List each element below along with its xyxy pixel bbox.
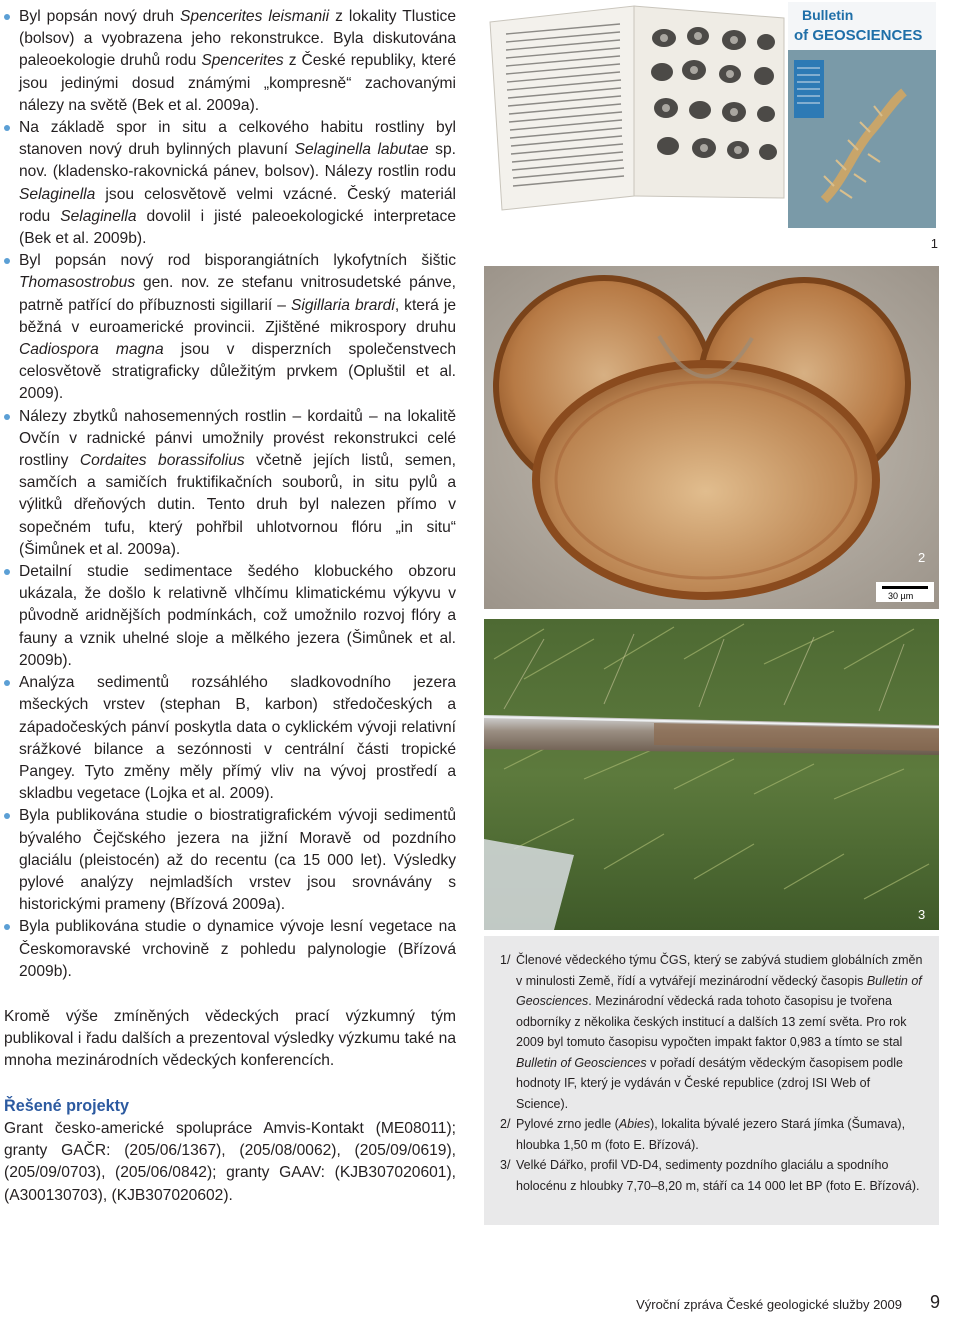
text-run: dovolil i jisté paleoekologické interpretace (Bek et al. 2009b). — [19, 207, 457, 248]
projects-paragraph: Grant česko-americké spolupráce Amvis-Kontakt (ME08011); granty GAČR: (205/06/1367), (205/08/0062), (205/09/0619), (205/09/0703), (205/06/0842); granty GAAV: (KJB307020601), (A300130703), (KJB307020602). — [4, 1120, 456, 1204]
page-number: 9 — [929, 1292, 940, 1312]
caption-text — [516, 1158, 919, 1193]
text-run: Velké Dářko, profil VD-D4, sedimenty pozdního glaciálu a spodního holocénu z hloubky 7,70–8,20 m, stáří ca 14 000 let BP (foto E. Břízová). — [516, 1158, 920, 1193]
bullet-text — [19, 250, 456, 405]
text-run: Byla publikována studie o biostratigrafickém vývoji sedimentů bývalého Čejčského jezera na jižní Moravě od pozdního glaciálu (pleistocén) až do recentu (ca 15 000 let). Výsledky pylové analýzy nejmladších vrstev jsou srovnávány s historickými prameny (Břízová 2009a). — [19, 807, 456, 914]
bullet-item-5 — [4, 561, 456, 672]
bullet-dot — [4, 569, 10, 575]
figure-captions-box — [484, 936, 939, 1225]
text-run: jsou v disperzních společenstvech celosvětově stratigraficky důležitým prvkem (Opluštil et al. 2009). — [19, 341, 457, 403]
italic-term: Spencerites leismanii — [180, 8, 330, 25]
text-run: v pořadí desátým vědeckým časopisem podle hodnoty IF, který je vydáván v České republice (zdroj ISI Web of Science). — [516, 1055, 904, 1111]
text-run: gen. nov. ze stefanu vnitrosudetské pánve, patrně patřící do příbuznosti sigillarií – — [19, 274, 456, 314]
italic-term: Sigillaria brardi — [290, 296, 395, 314]
bullet-text — [19, 672, 456, 805]
text-run: včetně jejích listů, semen, samčích a samičích fruktifikačních souborů, in situ pylů a výlitků dřeňových dutin. Tento druh byl nalezen přímo v sopečném tufu, který pohřbil uhlotvornou flóru „in situ“ (Šimůnek et al. 2009a). — [19, 452, 456, 558]
caption-number: 1/ — [500, 953, 511, 967]
italic-term: Selaginella — [19, 185, 96, 203]
captions-list — [484, 936, 939, 1196]
bullet-text — [19, 561, 456, 672]
text-run: , která je běžná v euroamerické provincii. Zjištěné mikrospory druhu — [19, 296, 456, 336]
italic-term: Cordaites borassifolius — [79, 452, 245, 470]
text-run: Analýza sedimentů rozsáhlého sladkovodního jezera mšeckých vrstev (stephan B, karbon) středočeských a západočeských pánví poskytla data o cyklickém vývoji relativní srážkové bilance a sezónnosti v centrální části tropické Pangey. Tyto změny měly přímý vliv na vývoj prostředí a skladbu vegetace (Lojka et al. 2009). — [19, 674, 456, 803]
caption-number: 3/ — [500, 1158, 511, 1172]
caption-1 — [500, 950, 925, 1114]
text-run: Byla publikována studie o dynamice vývoje lesní vegetace na Českomoravské vrchovině z pohledu palynologie (Břízová 2009b). — [19, 918, 456, 980]
italic-term: Bulletin of Geosciences — [516, 1055, 647, 1070]
figure-1-journal-photo — [484, 0, 939, 230]
text-run: Členové vědeckého týmu ČGS, který se zabývá studiem globálních změn v minulosti Země, řídí a vytvářejí mezinárodní vědecký časopis — [516, 953, 923, 988]
bullet-item-6 — [4, 672, 456, 805]
figure-2-pollen-photo — [484, 266, 939, 609]
text-run: Nálezy zbytků nahosemenných rostlin – kordaitů – na lokalitě Ovčín v radnické pánvi umožnily provést rekonstrukci celé rostliny — [19, 407, 456, 470]
italic-term: Abies — [618, 1117, 651, 1131]
bullet-dot — [4, 258, 10, 264]
caption-text — [516, 1117, 905, 1152]
bullet-item-7 — [4, 805, 456, 916]
main-text-column — [4, 6, 456, 983]
bullet-text — [19, 406, 456, 561]
italic-term: Bulletin of Geosciences — [516, 973, 922, 1008]
italic-term: Selaginella — [60, 207, 137, 225]
bullet-item-2 — [4, 117, 456, 250]
core-illustration — [484, 619, 939, 930]
text-run: Byl popsán nový druh — [19, 8, 181, 25]
text-run: . Mezinárodní vědecká rada tohoto časopisu je tvořena odborníky z několika českých institucí a dalších 13 zemí světa. Pro rok 2009 byl tomuto časopisu vypočten impakt faktor 0,983 a tímto se stal — [516, 994, 907, 1049]
bullet-text — [19, 117, 456, 250]
figure-3-number: 3 — [918, 907, 926, 922]
bullet-text — [19, 805, 456, 916]
text-run: ), lokalita bývalé jezero Stará jímka (Šumava), hloubka 1,50 m (foto E. Břízová). — [516, 1117, 906, 1152]
text-run: Byl popsán nový rod bisporangiátních lykofytních šištic — [19, 252, 456, 270]
bullet-dot — [4, 924, 10, 930]
italic-term: Cadiospora magna — [19, 341, 164, 359]
text-run: Pylové zrno jedle ( — [516, 1117, 619, 1131]
text-run: Na základě spor in situ a celkového habitu rostliny byl stanoven nový druh bylinných plavuní — [19, 119, 456, 159]
caption-text — [516, 953, 922, 1111]
findings-list — [4, 6, 456, 983]
text-run: z lokality Tlustice (bolsov) a vyobrazena jeho rekonstrukce. Byla diskutována paleoekologie druhů rodu — [19, 8, 457, 70]
text-run: z České republiky, které jsou jedinými dosud známými „kompresně“ zachovanými nálezy na světě (Bek et al. 2009a). — [19, 52, 456, 114]
figure-2-number: 2 — [918, 550, 926, 565]
journal-illustration — [484, 0, 939, 230]
italic-term: Thomasostrobus — [19, 274, 136, 292]
pollen-illustration — [484, 266, 939, 609]
footer-publication: Výroční zpráva České geologické služby 2009 — [636, 1297, 902, 1312]
bullet-text — [19, 916, 456, 983]
figure-1-number: 1 — [930, 236, 938, 251]
projects-heading: Řešené projekty — [4, 1097, 130, 1115]
caption-3 — [500, 1155, 925, 1196]
journal-title-line1: Bulletin — [802, 7, 854, 23]
text-run: jsou celosvětově velmi vzácné. Český materiál rodu — [19, 185, 456, 225]
bullet-dot — [4, 125, 10, 131]
bullet-item-4 — [4, 406, 456, 561]
italic-term: Selaginella labutae — [294, 141, 429, 159]
bullet-dot — [4, 14, 10, 20]
journal-title-line2: of GEOSCIENCES — [794, 27, 923, 44]
conferences-paragraph: Kromě výše zmíněných vědeckých prací výzkumný tým publikoval i řadu dalších a prezentoval výsledky výzkumu také na mnoha mezinárodních vědeckých konferencích. — [4, 1008, 456, 1070]
caption-number: 2/ — [500, 1117, 511, 1131]
bullet-dot — [4, 680, 10, 686]
italic-term: Spencerites — [201, 52, 284, 70]
figure-3-core-photo — [484, 619, 939, 930]
bullet-dot — [4, 414, 10, 420]
bullet-item-1 — [4, 6, 456, 117]
caption-2 — [500, 1114, 925, 1155]
bullet-text — [19, 6, 456, 117]
bullet-item-3 — [4, 250, 456, 405]
bullet-item-8 — [4, 916, 456, 983]
scale-bar-label: 30 µm — [888, 591, 914, 601]
bullet-dot — [4, 813, 10, 819]
text-run: sp. nov. (kladensko-rakovnická pánev, bolsov). Nálezy rostlin rodu — [19, 141, 456, 181]
text-run: Detailní studie sedimentace šedého klobuckého obzoru ukázala, že došlo k relativně vlhčímu klimatickému výkyvu v původně aridnějších podmínkách, což umožnilo rozvoj flóry a fauny a vznik uhelné sloje a mělkého jezera (Šimůnek et al. 2009b). — [19, 563, 456, 669]
